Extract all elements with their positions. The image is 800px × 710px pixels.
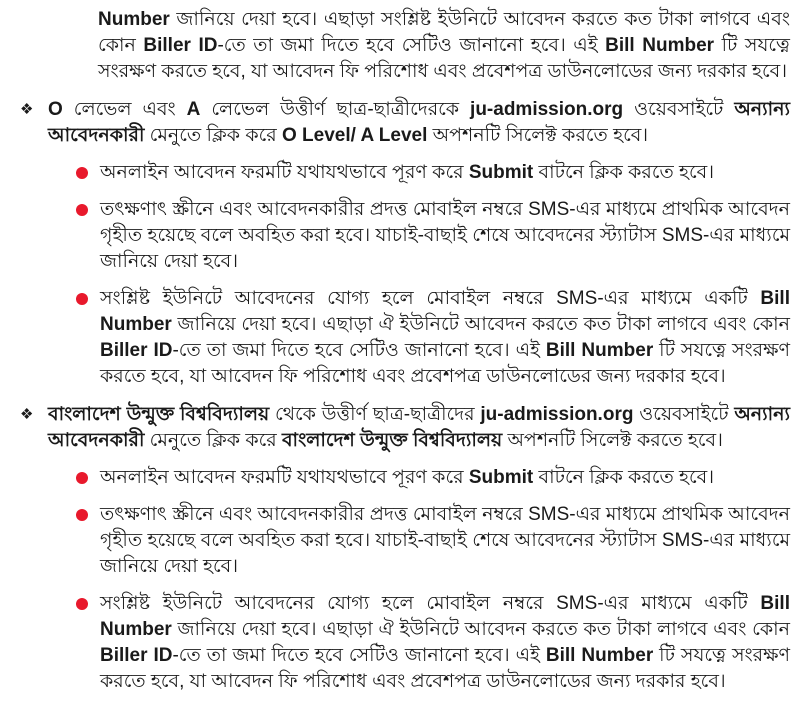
term-bill-number: Bill Number <box>545 645 654 666</box>
text-segment: ওয়েবসাইটে <box>623 99 735 120</box>
term-sms: SMS <box>556 288 598 309</box>
bullet-item-sms-status <box>0 502 790 580</box>
text-segment: তৎক্ষণাৎ স্ক্রীনে এবং আবেদনকারীর প্রদত্ত মোবাইল নম্বরে <box>100 504 529 525</box>
diamond-marker-icon: ❖ <box>20 101 34 118</box>
term-other-applicants-menu: অন্যান্য আবেদনকারী <box>48 404 790 451</box>
text-segment: সংশ্লিষ্ট ইউনিটে আবেদনের যোগ্য হলে মোবাইল নম্বরে <box>100 593 557 614</box>
text-segment: থেকে উত্তীর্ণ ছাত্র-ছাত্রীদের <box>269 404 481 425</box>
term-sms: SMS <box>556 593 598 614</box>
bullet-dot-icon <box>76 472 88 484</box>
text-segment: লেভেল উত্তীর্ণ ছাত্র-ছাত্রীদেরকে <box>200 99 471 120</box>
term-bill-number: Bill Number <box>100 288 790 335</box>
section-heading-o-a-level <box>0 97 790 149</box>
term-bill-number: Bill Number <box>100 593 790 640</box>
text-segment: লেভেল এবং <box>62 99 187 120</box>
bullet-dot-icon <box>76 167 88 179</box>
term-other-applicants-menu: অন্যান্য আবেদনকারী <box>48 99 791 146</box>
term-bill-number: Number <box>98 9 170 30</box>
term-ju-admission-org: ju-admission.org <box>480 404 634 425</box>
term-bangladesh-open-university-option: বাংলাদেশ উন্মুক্ত বিশ্ববিদ্যালয় <box>281 430 503 451</box>
bullet-item-bill-number <box>0 591 790 695</box>
term-bangladesh-open-university: বাংলাদেশ উন্মুক্ত বিশ্ববিদ্যালয় <box>48 404 270 425</box>
text-segment: -তে তা জমা দিতে হবে সেটিও জানানো হবে। এই <box>217 35 606 56</box>
text-segment: -তে তা জমা দিতে হবে সেটিও জানানো হবে। এই <box>172 645 546 666</box>
term-submit: Submit <box>468 467 534 488</box>
diamond-marker-icon: ❖ <box>20 406 34 423</box>
text-segment: -তে তা জমা দিতে হবে সেটিও জানানো হবে। এই <box>172 340 546 361</box>
text-segment: টি সযত্নে সংরক্ষণ করতে হবে, যা আবেদন ফি পরিশোধ এবং প্রবেশপত্র ডাউনলোডের জন্য দরকার হবে। <box>98 35 790 82</box>
bullet-dot-icon <box>76 204 88 216</box>
text-segment: অনলাইন আবেদন ফরমটি যথাযথভাবে পূরণ করে <box>100 162 469 183</box>
text-segment: সংশ্লিষ্ট ইউনিটে আবেদনের যোগ্য হলে মোবাইল নম্বরে <box>100 288 557 309</box>
text-segment: মেনুতে ক্লিক করে <box>144 430 282 451</box>
text-segment: ওয়েবসাইটে <box>633 404 735 425</box>
text-segment: -এর মাধ্যমে জানিয়ে দেয়া হবে। <box>100 530 790 577</box>
text-segment: টি সযত্নে সংরক্ষণ করতে হবে, যা আবেদন ফি পরিশোধ এবং প্রবেশপত্র ডাউনলোডের জন্য দরকার হবে। <box>100 645 791 692</box>
bullet-dot-icon <box>76 509 88 521</box>
bullet-item-submit <box>0 465 790 491</box>
text-segment: অপশনটি সিলেক্ট করতে হবে। <box>502 430 723 451</box>
bullet-dot-icon <box>76 293 88 305</box>
text-segment: জানিয়ে দেয়া হবে। এছাড়া ঐ ইউনিটে আবেদন করতে কত টাকা লাগবে এবং কোন <box>171 619 790 640</box>
text-segment: -এর মাধ্যমে একটি <box>597 288 761 309</box>
term-sms: SMS <box>528 504 570 525</box>
text-segment: -এর মাধ্যমে একটি <box>597 593 761 614</box>
text-segment: অনলাইন আবেদন ফরমটি যথাযথভাবে পূরণ করে <box>100 467 469 488</box>
term-biller-id: Biller ID <box>100 340 173 361</box>
text-segment: -এর মাধ্যমে প্রাথমিক আবেদন গৃহীত হয়েছে বলে অবহিত করা হবে। যাচাই-বাছাই শেষে আবেদনের স্ট্যাটাস <box>100 199 790 246</box>
bullet-item-bill-number <box>0 286 790 390</box>
bullet-item-submit <box>0 160 790 186</box>
term-sms: SMS <box>661 530 704 551</box>
term-bill-number: Bill Number <box>545 340 654 361</box>
text-segment: টি সযত্নে সংরক্ষণ করতে হবে, যা আবেদন ফি পরিশোধ এবং প্রবেশপত্র ডাউনলোডের জন্য দরকার হবে। <box>100 340 791 387</box>
section-heading-open-university <box>0 402 790 454</box>
bullet-dot-icon <box>76 598 88 610</box>
text-segment: মেনুতে ক্লিক করে <box>144 125 282 146</box>
term-sms: SMS <box>528 199 570 220</box>
text-segment: তৎক্ষণাৎ স্ক্রীনে এবং আবেদনকারীর প্রদত্ত মোবাইল নম্বরে <box>100 199 529 220</box>
bullet-item-sms-status <box>0 197 790 275</box>
term-o-level-a-level-option: O Level/ A Level <box>281 125 428 146</box>
text-segment: জানিয়ে দেয়া হবে। এছাড়া সংশ্লিষ্ট ইউনিটে আবেদন করতে কত টাকা লাগবে এবং কোন <box>98 9 790 56</box>
term-submit: Submit <box>468 162 534 183</box>
text-segment: অপশনটি সিলেক্ট করতে হবে। <box>427 125 649 146</box>
text-segment: বাটনে ক্লিক করতে হবে। <box>533 467 714 488</box>
term-bill-number: Bill Number <box>605 35 715 56</box>
text-segment: জানিয়ে দেয়া হবে। এছাড়া ঐ ইউনিটে আবেদন করতে কত টাকা লাগবে এবং কোন <box>171 314 790 335</box>
term-biller-id: Biller ID <box>100 645 173 666</box>
text-segment: বাটনে ক্লিক করতে হবে। <box>533 162 714 183</box>
text-segment: -এর মাধ্যমে প্রাথমিক আবেদন গৃহীত হয়েছে বলে অবহিত করা হবে। যাচাই-বাছাই শেষে আবেদনের স্ট্যাটাস <box>100 504 790 551</box>
intro-continuation-paragraph <box>98 7 790 85</box>
term-biller-id: Biller ID <box>143 35 218 56</box>
term-o: O <box>48 99 63 120</box>
term-ju-admission-org: ju-admission.org <box>470 99 624 120</box>
term-a: A <box>186 99 201 120</box>
term-sms: SMS <box>661 225 704 246</box>
text-segment: -এর মাধ্যমে জানিয়ে দেয়া হবে। <box>100 225 790 272</box>
